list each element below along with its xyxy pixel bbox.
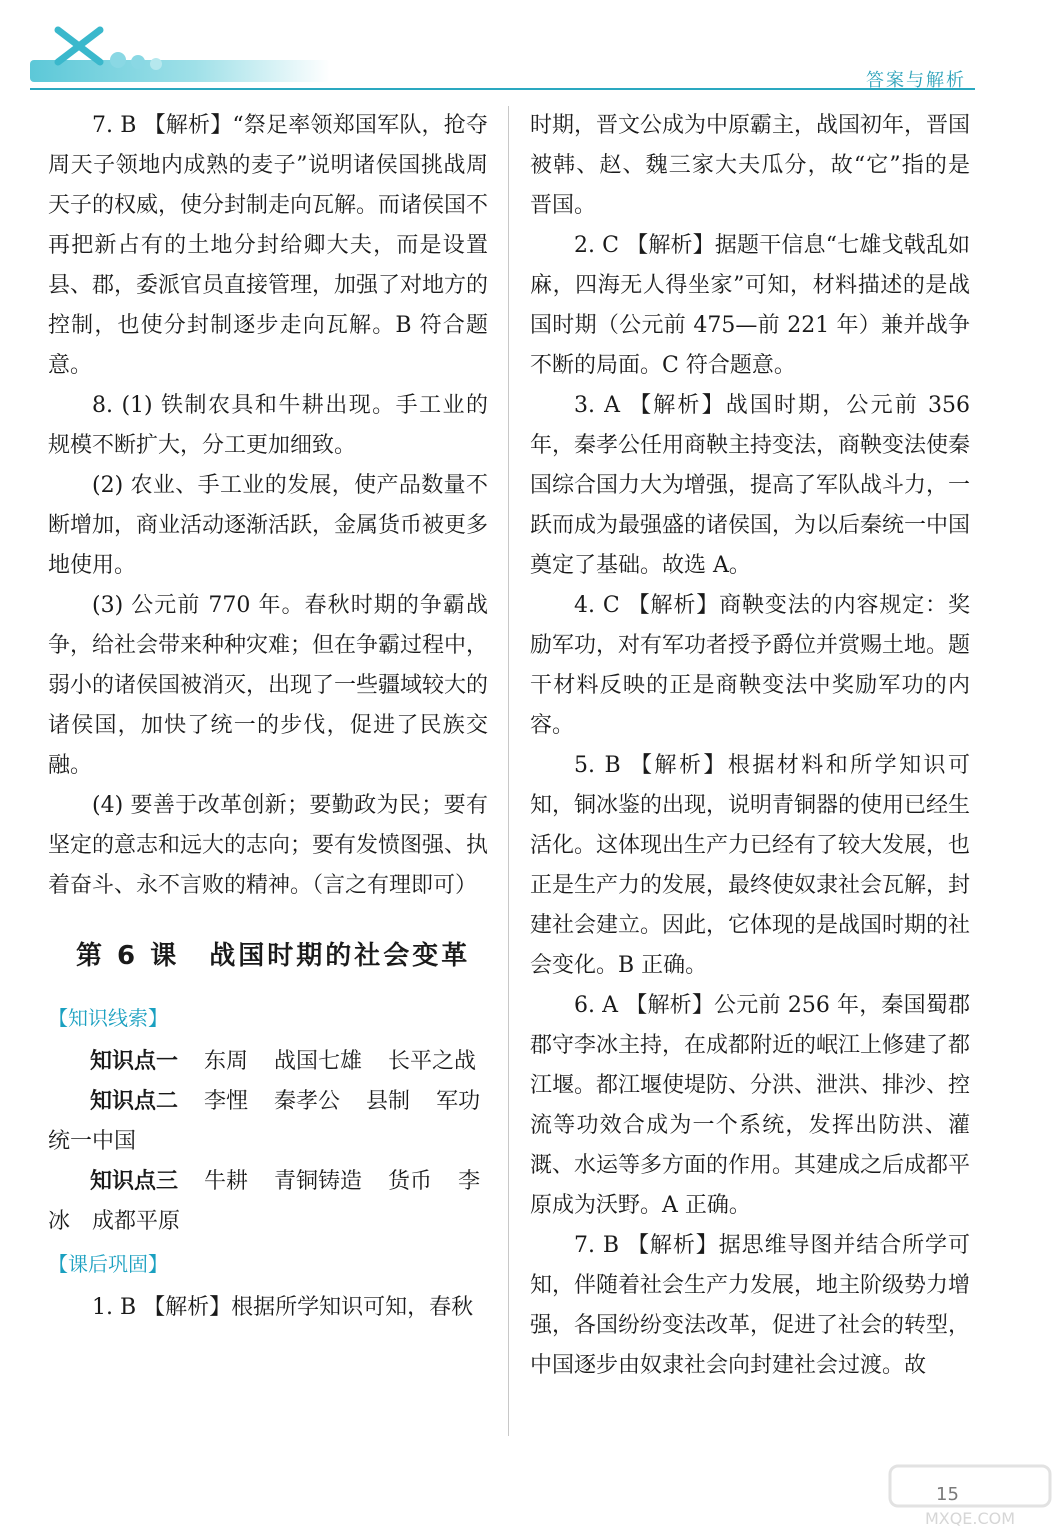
knowledge-point-row [48, 1162, 488, 1202]
answer-paragraph: 时期，晋文公成为中原霸主，战国初年，晋国被韩、赵、魏三家大夫瓜分，故“它”指的是晋国。 [530, 113, 971, 218]
answer-paragraph: 5. B 【解析】根据材料和所学知识可知，铜冰鉴的出现，说明青铜器的使用已经生活化。这体现出生产力已经有了较大发展，也正是生产力的发展，最终使奴隶社会瓦解，封建社会建立。因此，它体现的是战国时期的社会变化。B 正确。 [530, 753, 971, 978]
answer-paragraph: (3) 公元前 770 年。春秋时期的争霸战争，给社会带来种种灾难；但在争霸过程中，弱小的诸侯国被消灭，出现了一些疆域较大的诸侯国，加快了统一的步伐，促进了民族交融。 [48, 593, 489, 778]
knowledge-item: 货币 [388, 1169, 433, 1194]
knowledge-item: 牛耕 [204, 1169, 249, 1194]
knowledge-item: 李 [458, 1169, 481, 1194]
right-column [530, 106, 970, 1386]
knowledge-item: 青铜铸造 [274, 1169, 363, 1194]
windmill-logo-icon [38, 22, 168, 82]
knowledge-point-label: 知识点一 [90, 1049, 179, 1074]
knowledge-tag: 【知识线索】 [48, 1006, 168, 1030]
practice-tag: 【课后巩固】 [48, 1252, 168, 1276]
knowledge-item: 县制 [366, 1089, 411, 1114]
lesson-name: 战国时期的社会变革 [209, 941, 471, 971]
answer-paragraph: 7. B 【解析】据思维导图并结合所学可知，伴随着社会生产力发展，地主阶级势力增强，各国纷纷变法改革，促进了社会的转型，中国逐步由奴隶社会向封建社会过渡。故 [530, 1233, 971, 1378]
watermark-logo [880, 1460, 1060, 1530]
answer-paragraph: 2. C 【解析】据题干信息“七雄戈戟乱如麻，四海无人得坐家”可知，材料描述的是战国时期（公元前 475—前 221 年）兼并战争不断的局面。C 符合题意。 [530, 233, 970, 378]
answer-paragraph: 1. B 【解析】根据所学知识可知，春秋 [92, 1295, 474, 1320]
knowledge-point-row [48, 1042, 488, 1082]
knowledge-item: 长平之战 [388, 1049, 477, 1074]
answer-paragraph: 7. B 【解析】“祭足率领郑国军队，抢夺周天子领地内成熟的麦子”说明诸侯国挑战周天子的权威，使分封制走向瓦解。而诸侯国不再把新占有的土地分封给卿大夫，而是设置县、郡，委派官员直接管理，加强了对地方的控制，也使分封制逐步走向瓦解。B 符合题意。 [48, 113, 489, 378]
header-rule [30, 88, 975, 90]
column-divider [508, 106, 509, 1436]
knowledge-point-label: 知识点二 [90, 1089, 179, 1114]
watermark-text: MXQE.COM [924, 1509, 1016, 1528]
answer-paragraph: (4) 要善于改革创新；要勤政为民；要有坚定的意志和远大的志向；要有发愤图强、执着奋斗、永不言败的精神。（言之有理即可） [48, 793, 489, 898]
knowledge-item: 李悝 [204, 1089, 249, 1114]
knowledge-item: 秦孝公 [274, 1089, 341, 1114]
knowledge-continuation: 冰 成都平原 [48, 1209, 181, 1234]
left-column [48, 106, 488, 1328]
knowledge-item: 东周 [204, 1049, 249, 1074]
knowledge-continuation: 统一中国 [48, 1129, 137, 1154]
header-title: 答案与解析 [866, 70, 966, 91]
answer-paragraph: 8. (1) 铁制农具和牛耕出现。手工业的规模不断扩大，分工更加细致。 [48, 393, 488, 458]
answer-paragraph: (2) 农业、手工业的发展，使产品数量不断增加，商业活动逐渐活跃，金属货币被更多地使用。 [48, 473, 489, 578]
knowledge-item: 军功 [436, 1089, 481, 1114]
lesson-number: 第 6 课 [76, 941, 180, 971]
knowledge-point-label: 知识点三 [90, 1169, 179, 1194]
answer-paragraph: 6. A 【解析】公元前 256 年，秦国蜀郡郡守李冰主持，在成都附近的岷江上修建了都江堰。都江堰使堤防、分洪、泄洪、排沙、控流等功效合成为一个系统，发挥出防洪、灌溉、水运等多方面的作用。其建成之后成都平原成为沃野。A 正确。 [530, 993, 971, 1218]
page-number: 15 [936, 1484, 959, 1505]
knowledge-item: 战国七雄 [274, 1049, 363, 1074]
knowledge-point-row [48, 1082, 488, 1122]
answer-paragraph: 3. A 【解析】战国时期，公元前 356 年，秦孝公任用商鞅主持变法，商鞅变法使秦国综合国力大为增强，提高了军队战斗力，一跃而成为最强盛的诸侯国，为以后秦统一中国奠定了基础。故选 A。 [530, 393, 971, 578]
page-header [0, 0, 1062, 110]
lesson-title [76, 936, 488, 976]
answer-paragraph: 4. C 【解析】商鞅变法的内容规定：奖励军功，对有军功者授予爵位并赏赐土地。题干材料反映的正是商鞅变法中奖励军功的内容。 [530, 593, 971, 738]
